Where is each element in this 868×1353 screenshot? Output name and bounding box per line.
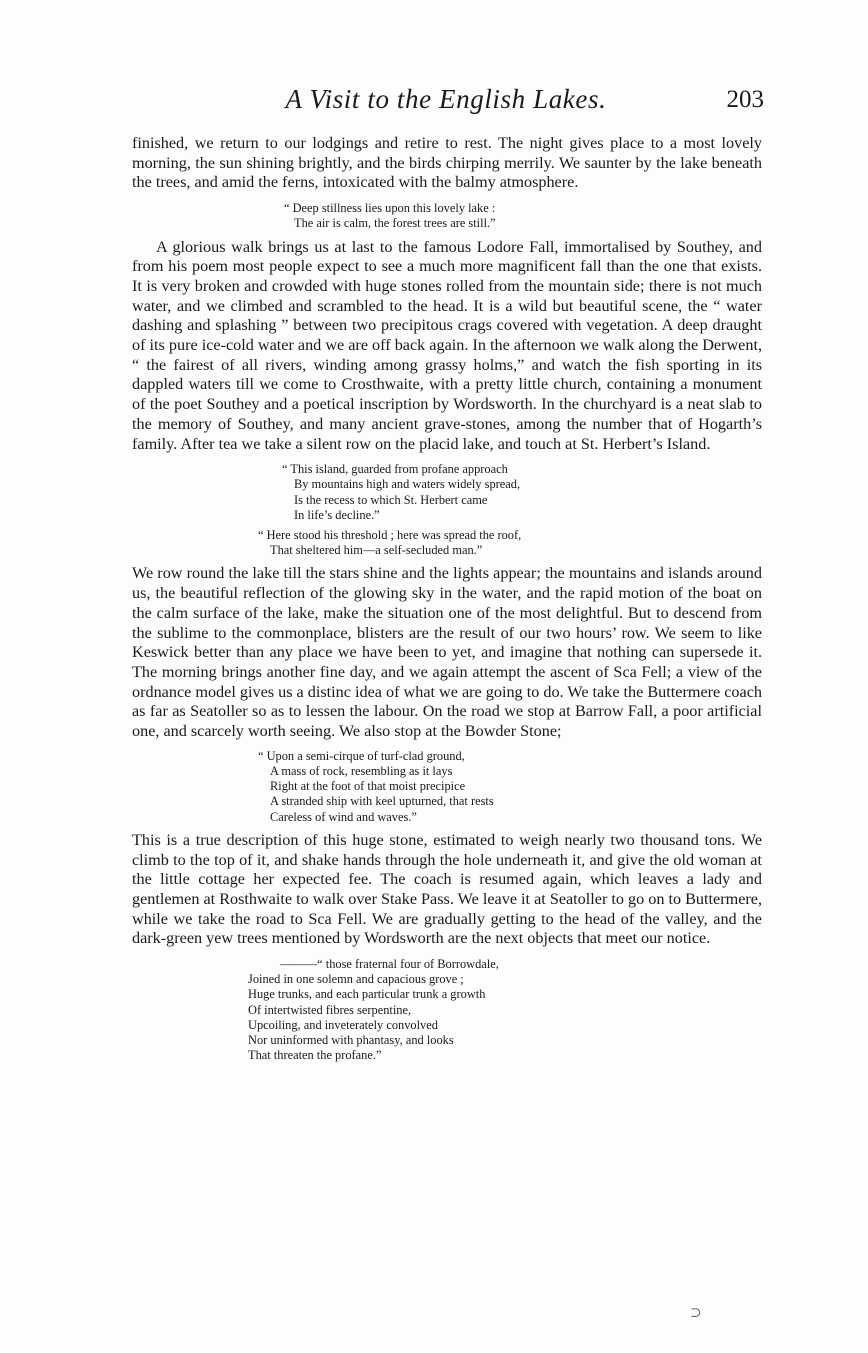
quote-line: “ Deep stillness lies upon this lovely lake : — [284, 201, 496, 216]
paragraph-lodgings: finished, we return to our lodgings and retire to rest. The night gives place to a most lovely morning, the sun shining brightly, and the birds chirping merrily. We saunter by the lake beneath the trees, and amid the ferns, intoxicated with the balmy atmosphere. — [132, 134, 762, 192]
quote-line: Upcoiling, and inveterately convolved — [248, 1017, 438, 1032]
quote-line: Careless of wind and waves.” — [270, 809, 417, 824]
quote-line: Joined in one solemn and capacious grove ; — [248, 972, 464, 987]
running-header — [128, 84, 764, 120]
quote-line: Is the recess to which St. Herbert came — [294, 492, 488, 507]
quote-line: That threaten the profane.” — [248, 1048, 382, 1063]
running-title: A Visit to the English Lakes. — [285, 84, 607, 114]
page-number: 203 — [726, 86, 764, 113]
quote-line: Of intertwisted fibres serpentine, — [248, 1002, 412, 1017]
quote-line: That sheltered him—a self-secluded man.” — [270, 543, 483, 558]
quote-line: A stranded ship with keel upturned, that rests — [270, 794, 494, 809]
paragraph-row-round-lake: We row round the lake till the stars shine and the lights appear; the mountains and islands around us, the beautiful reflection of the glowing sky in the water, and the rapid motion of the boat on the calm surface of the lake, make the situation one of the most delightful. But to descend from the sublime to the commonplace, blisters are the result of our two hours’ row. We seem to like Keswick better than any place we have been to yet, and imagine that nothing can supersede it. The morning brings another fine day, and we again attempt the ascent of Sca Fell; a view of the ordnance model gives us a distinc idea of what we are going to do. We take the Buttermere coach as far as Seatoller so as to lessen the labour. On the road we stop at Barrow Fall, a poor artificial one, and scarcely worth seeing. We also stop at the Bowder Stone; — [132, 564, 762, 741]
quote-line: A mass of rock, resembling as it lays — [270, 764, 453, 778]
quote-line: “ Upon a semi-cirque of turf-clad ground, — [258, 748, 465, 763]
quote-bowder-stone — [258, 749, 762, 825]
paragraph-lodore-fall: A glorious walk brings us at last to the famous Lodore Fall, immortalised by Southey, and from his poem most people expect to see a much more magnificent fall than the one that exists. It is very broken and crowded with huge stones rolled from the mountain side; there is not much water, and we climbed and scrambled to the head. It is a wild but beautiful scene, the “ water dashing and splashing ” between two precipitous crags covered with vegetation. A deep draught of its pure ice-cold water and we are off back again. In the afternoon we walk along the Derwent, “ the fairest of all rivers, winding among grassy holms,” and watch the fish sporting in its dappled waters till we come to Crosthwaite, with a pretty little church, containing a monument of the poet Southey and a poetical inscription by Wordsworth. In the churchyard is a neat slab to the memory of Southey, and many ancient grave-stones, among the number that of Hogarth’s family. After tea we take a silent row on the placid lake, and touch at St. Herbert’s Island. — [132, 237, 762, 453]
quote-line: ———“ those fraternal four of Borrowdale, — [280, 957, 499, 972]
paragraph-huge-stone: This is a true description of this huge stone, estimated to weigh nearly two thousand tons. We climb to the top of it, and shake hands through the hole underneath it, and give the old woman at the little cottage her expected fee. The coach is resumed again, which leaves a lady and gentlemen at Rosthwaite to walk over Stake Pass. We leave it at Seatoller to go on to Buttermere, while we take the road to Sca Fell. We are gradually getting to the head of the valley, and the dark-green yew trees mentioned by Wordsworth are the next objects that meet our notice. — [132, 830, 762, 948]
quote-line: By mountains high and waters widely spread, — [294, 477, 521, 492]
quote-threshold — [258, 528, 762, 558]
quote-borrowdale-yews — [248, 957, 762, 1063]
quote-line: The air is calm, the forest trees are still.” — [294, 216, 496, 231]
body-text — [132, 134, 762, 1063]
quote-line: “ This island, guarded from profane approach — [282, 462, 508, 477]
quote-line: In life’s decline.” — [294, 507, 380, 522]
quote-st-herbert-island — [282, 462, 762, 523]
quote-deep-stillness — [284, 201, 762, 231]
quote-line: Huge trunks, and each particular trunk a growth — [248, 987, 486, 1002]
quote-line: Right at the foot of that moist precipice — [270, 779, 466, 794]
page-mark: ⊃ — [690, 1306, 702, 1321]
quote-line: Nor uninformed with phantasy, and looks — [248, 1033, 454, 1048]
quote-line: “ Here stood his threshold ; here was spread the roof, — [258, 528, 522, 543]
